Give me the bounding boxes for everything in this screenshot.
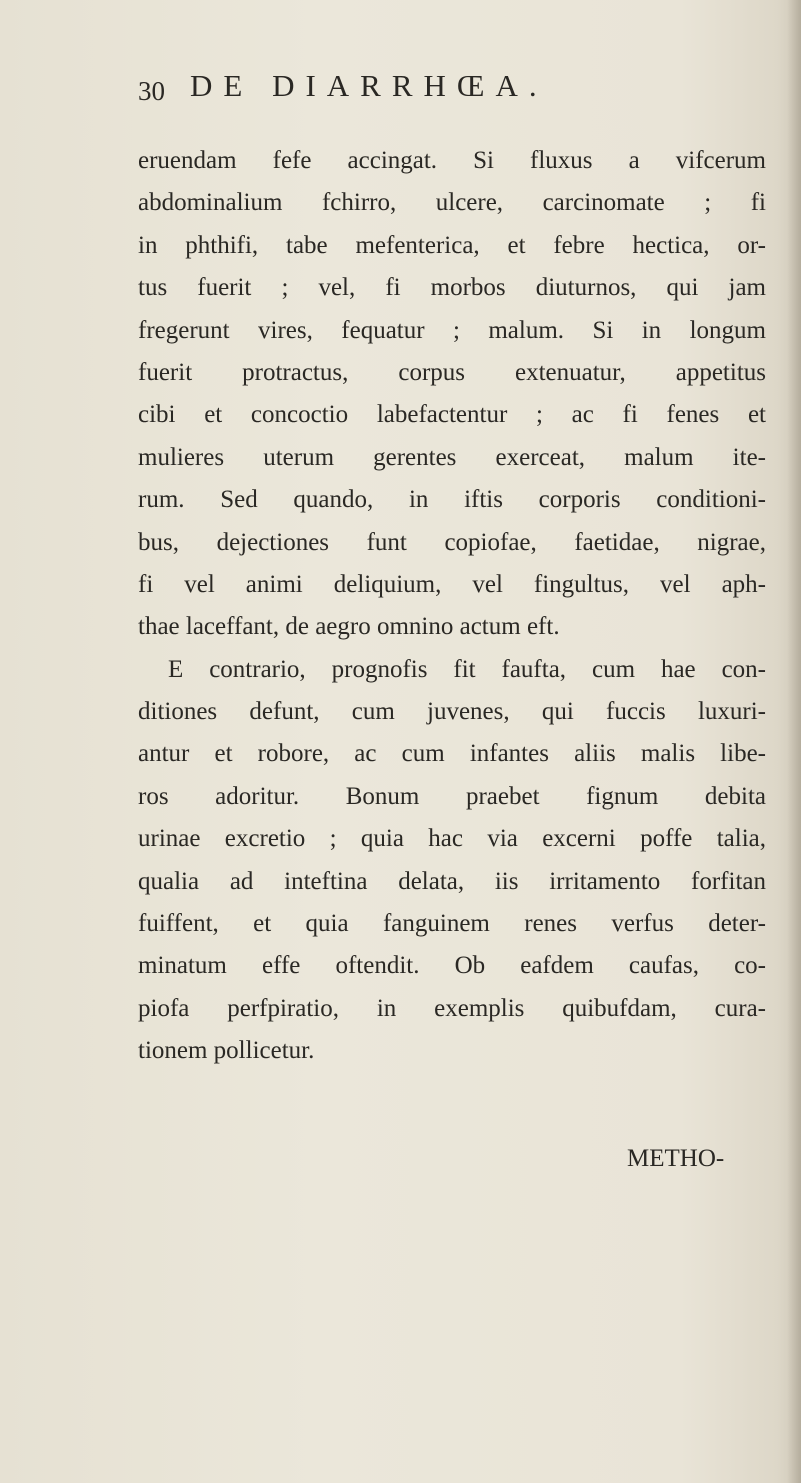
catchword: METHO- — [627, 1145, 725, 1172]
text-line: bus, dejectiones funt copiofae, faetidae, nigrae, — [138, 528, 766, 556]
text-line: antur et robore, ac cum infantes aliis malis libe- — [138, 740, 766, 768]
text-line: tus fuerit ; vel, fi morbos diuturnos, qui jam — [138, 274, 766, 302]
text-line: rum. Sed quando, in iftis corporis conditioni- — [138, 486, 766, 514]
text-line: fuerit protractus, corpus extenuatur, appetitus — [138, 358, 766, 386]
text-line: fuiffent, et quia fanguinem renes verfus deter- — [138, 910, 766, 938]
text-line: cibi et concoctio labefactentur ; ac fi fenes et — [138, 401, 766, 429]
running-title: DE DIARRHŒA. — [190, 68, 548, 103]
text-line-indented: E contrario, prognofis fit faufta, cum hae con- — [168, 655, 766, 683]
page-edge-shadow — [787, 0, 801, 1483]
text-line: eruendam fefe accingat. Si fluxus a vifcerum — [138, 147, 766, 174]
text-line: mulieres uterum gerentes exerceat, malum ite- — [138, 443, 766, 471]
text-line: qualia ad inteftina delata, iis irritamento forfitan — [138, 867, 766, 895]
text-line: fregerunt vires, fequatur ; malum. Si in longum — [138, 316, 766, 344]
text-line: tionem pollicetur. — [138, 1037, 315, 1065]
text-line: in phthifi, tabe mefenterica, et febre hectica, or- — [138, 231, 766, 259]
page-number: 30 — [138, 76, 165, 106]
text-line: abdominalium fchirro, ulcere, carcinomate ; fi — [138, 189, 766, 217]
text-line: piofa perfpiratio, in exemplis quibufdam, cura- — [138, 994, 766, 1022]
text-line: urinae excretio ; quia hac via excerni poffe talia, — [138, 825, 766, 853]
text-line: minatum effe oftendit. Ob eafdem caufas, co- — [138, 952, 766, 980]
text-line: ros adoritur. Bonum praebet fignum debita — [138, 782, 766, 810]
body-text — [138, 140, 766, 1073]
text-line: thae laceffant, de aegro omnino actum eft. — [138, 613, 560, 641]
text-line: fi vel animi deliquium, vel fingultus, vel aph- — [138, 570, 766, 598]
text-line: ditiones defunt, cum juvenes, qui fuccis luxuri- — [138, 698, 766, 726]
page-header — [138, 68, 698, 118]
